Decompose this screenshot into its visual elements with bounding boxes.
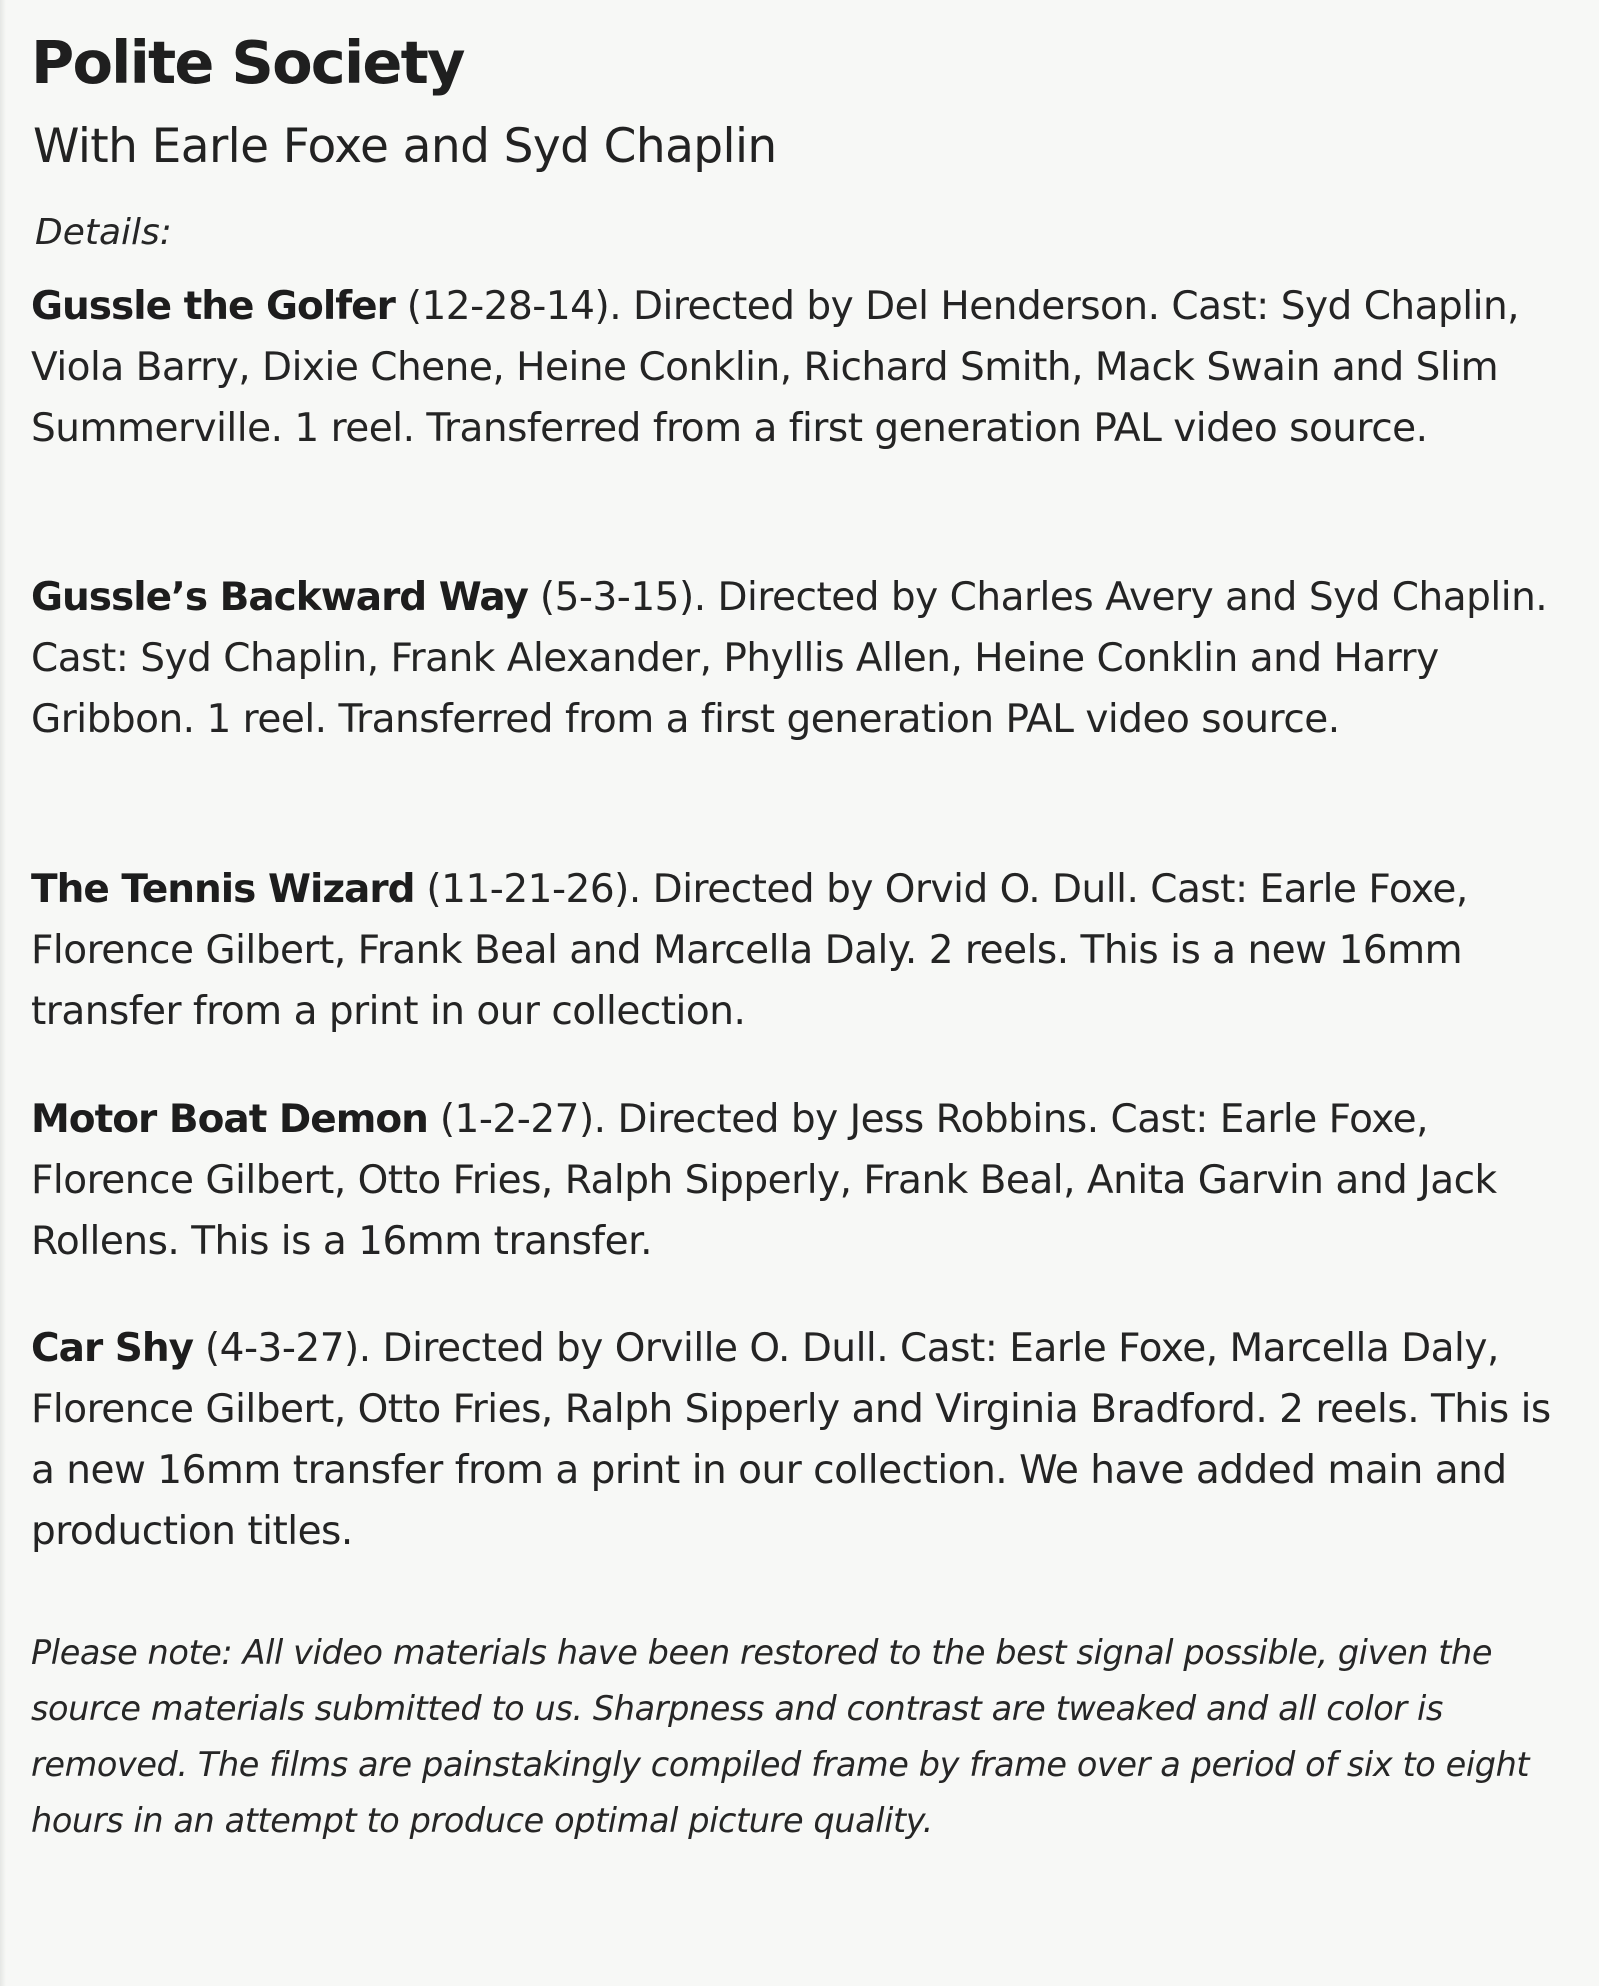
film-title: The Tennis Wizard [31,867,415,912]
film-entry [31,1318,1576,1562]
film-entry [31,859,1576,1042]
restoration-note: Please note: All video materials have been restored to the best signal possible, given the source materials submitted to us. Sharpness and contrast are tweaked and all color is removed. The films are painstakingly compiled frame by frame over a period of six to eight hours in an attempt to produce optimal picture quality. [31,1633,1530,1840]
film-title: Gussle’s Backward Way [31,575,528,620]
film-description: (5-3-15). Directed by Charles Avery and Syd Chaplin. Cast: Syd Chaplin, Frank Alexander, Phyllis Allen, Heine Conklin and Harry Gribbon. 1 reel. Transferred from a first generation PAL video source. [31,575,1548,742]
details-label: Details: [35,212,172,253]
film-title: Motor Boat Demon [31,1097,428,1142]
film-description: (4-3-27). Directed by Orville O. Dull. Cast: Earle Foxe, Marcella Daly, Florence Gilbert, Otto Fries, Ralph Sipperly and Virginia Bradford. 2 reels. This is a new 16mm transfer from a print in our collection. We have added main and production titles. [31,1326,1551,1554]
film-entry [31,567,1576,750]
film-description: (1-2-27). Directed by Jess Robbins. Cast: Earle Foxe, Florence Gilbert, Otto Fries, Ralph Sipperly, Frank Beal, Anita Garvin and Jack Rollens. This is a 16mm transfer. [31,1097,1497,1264]
page-subtitle: With Earle Foxe and Syd Chaplin [33,119,777,174]
film-description: (12-28-14). Directed by Del Henderson. Cast: Syd Chaplin, Viola Barry, Dixie Chene, Heine Conklin, Richard Smith, Mack Swain and Slim Summerville. 1 reel. Transferred from a first generation PAL video source. [31,284,1520,451]
film-title: Gussle the Golfer [31,284,395,329]
film-entry [31,276,1576,459]
film-description: (11-21-26). Directed by Orvid O. Dull. Cast: Earle Foxe, Florence Gilbert, Frank Beal and Marcella Daly. 2 reels. This is a new 16mm transfer from a print in our collection. [31,867,1468,1034]
film-title: Car Shy [31,1326,194,1371]
page-title: Polite Society [31,28,464,97]
film-entry [31,1089,1576,1272]
scan-edge [0,0,6,1986]
